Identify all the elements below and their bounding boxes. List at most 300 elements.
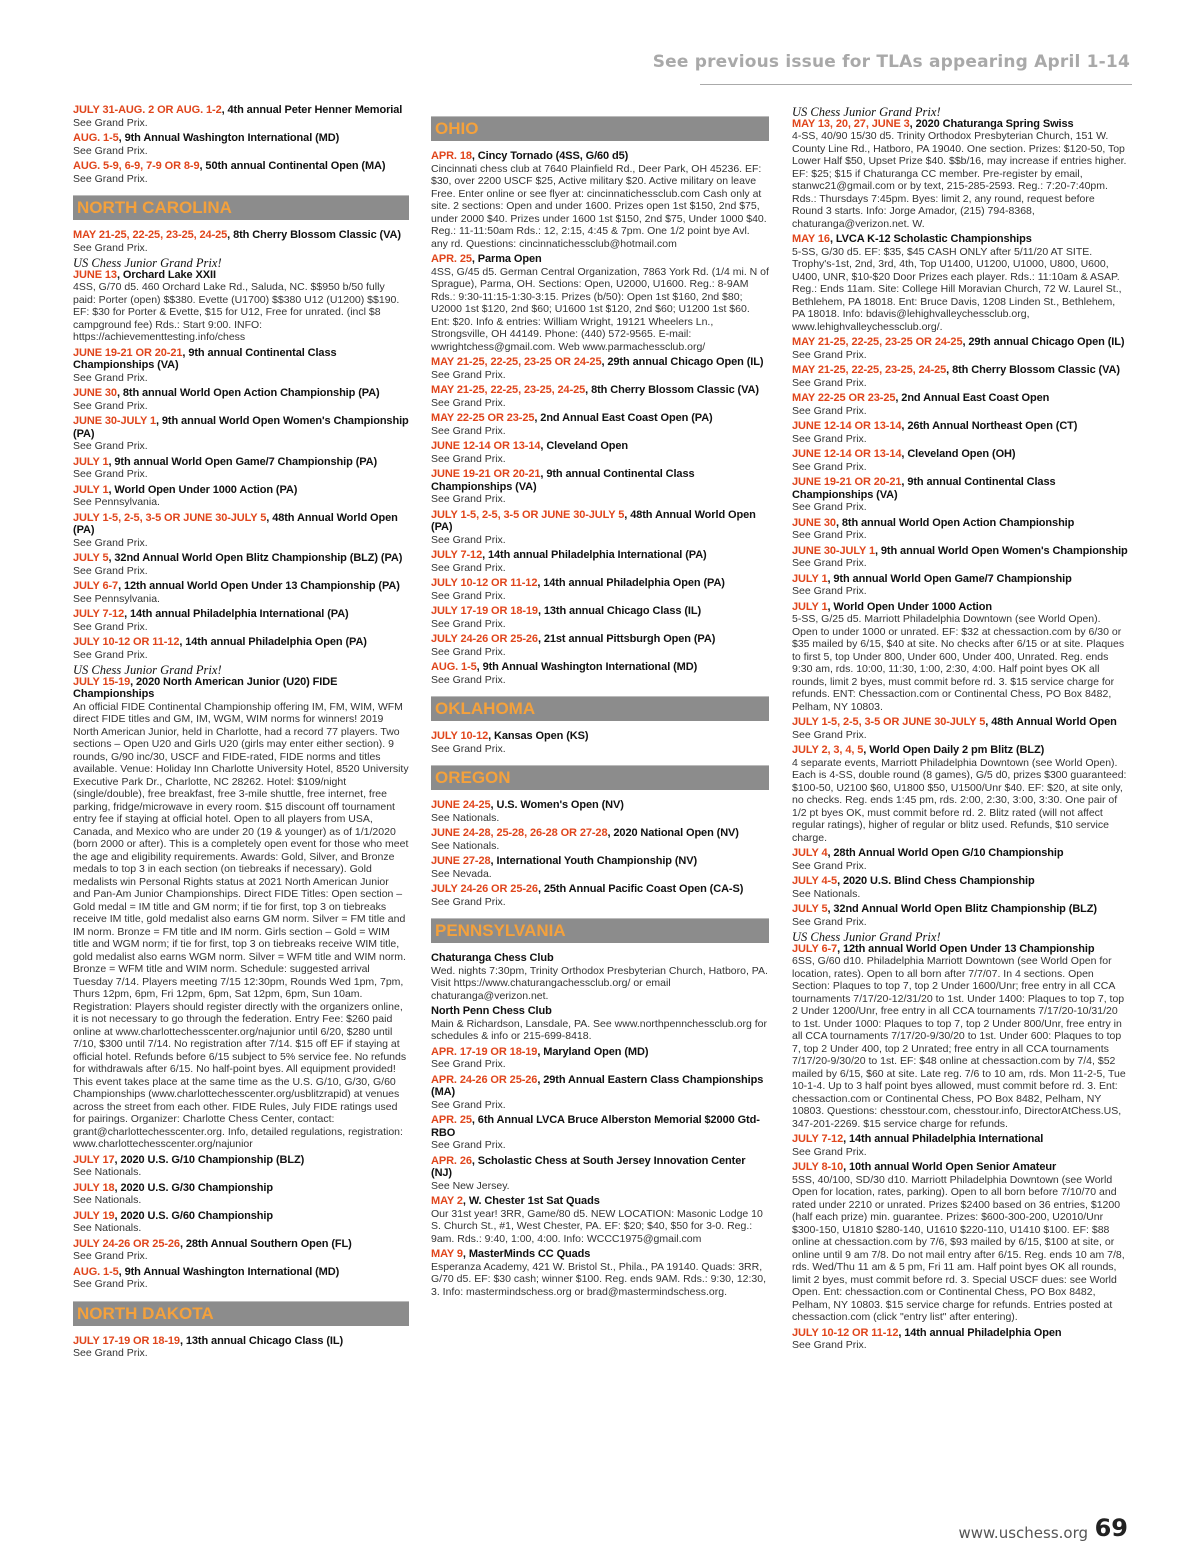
state-section-header: OHIO (431, 116, 769, 141)
event-date: APR. 25 (431, 1114, 472, 1126)
event-heading: JULY 4, 28th Annual World Open G/10 Championship (792, 847, 1064, 859)
event-heading: JUNE 30-JULY 1, 9th annual World Open Women's Championship (792, 544, 1128, 557)
event-title: 29th annual Chicago Open (IL) (607, 356, 764, 368)
event-heading: JULY 1-5, 2-5, 3-5 OR JUNE 30-JULY 5, 48th Annual World Open (PA) (73, 511, 398, 536)
event-heading: APR. 18, Cincy Tornado (4SS, G/60 d5) (431, 150, 629, 162)
event-heading: JUNE 19-21 OR 20-21, 9th annual Continental Class Championships (VA) (792, 476, 1056, 501)
event-title: 8th Cherry Blossom Classic (VA) (591, 384, 759, 396)
event-details: See Grand Prix. (73, 1250, 148, 1262)
header-rule (700, 84, 1132, 85)
event-title: 12th annual World Open Under 13 Championship (PA) (124, 580, 400, 592)
event-title: 4th annual Peter Henner Memorial (227, 104, 403, 116)
event-details: See Nationals. (792, 887, 861, 900)
event-title: 9th annual Continental Class Championships (VA) (792, 476, 1056, 501)
event-date: AUG. 1-5 (431, 661, 477, 673)
event-date: MAY 21-25, 22-25, 23-25, 24-25 (73, 229, 228, 241)
event-details: See Grand Prix. (431, 561, 506, 574)
event-listing (431, 827, 769, 852)
event-heading: JULY 10-12 OR 11-12, 14th annual Philadelphia Open (PA) (431, 577, 725, 589)
event-details: See Grand Prix. (73, 1347, 148, 1359)
page-number: 69 (1094, 1514, 1128, 1542)
event-details: See Grand Prix. (792, 460, 867, 473)
event-title: 2020 U.S. G/10 Championship (BLZ) (120, 1153, 305, 1166)
event-listing (73, 1238, 409, 1263)
event-date: JULY 7-12 (431, 549, 483, 561)
event-heading: JULY 4-5, 2020 U.S. Blind Chess Championship (792, 875, 1035, 887)
event-heading: MAY 22-25 OR 23-25, 2nd Annual East Coast Open (PA) (431, 412, 713, 424)
event-listing (73, 1266, 409, 1291)
event-listing (431, 509, 769, 547)
event-date: JULY 1 (792, 600, 828, 613)
event-date: APR. 24-26 OR 25-26 (431, 1073, 538, 1086)
event-date: APR. 18 (431, 150, 472, 162)
event-details: See Grand Prix. (431, 742, 506, 755)
event-heading: JUNE 12-14 OR 13-14, Cleveland Open (431, 440, 629, 452)
event-title: 2020 North American Junior (U20) FIDE Championships (73, 675, 338, 700)
state-section-header: NORTH DAKOTA (73, 1301, 409, 1326)
junior-grand-prix-label: US Chess Junior Grand Prix! (73, 256, 222, 270)
event-heading: JULY 17-19 OR 18-19, 13th annual Chicago Class (IL) (73, 1334, 344, 1347)
event-date: JULY 2, 3, 4, 5 (792, 744, 864, 756)
event-listing (431, 1074, 769, 1112)
event-title: 48th Annual World Open (PA) (73, 511, 398, 536)
event-details: See Grand Prix. (792, 376, 867, 389)
event-title: 8th annual World Open Action Championship (841, 516, 1075, 529)
event-date: JULY 1-5, 2-5, 3-5 OR JUNE 30-JULY 5 (792, 716, 986, 728)
event-date: MAY 21-25, 22-25, 23-25, 24-25 (431, 384, 586, 396)
event-title: 2nd Annual East Coast Open (901, 392, 1050, 404)
event-listing (431, 661, 769, 686)
event-date: JUNE 27-28 (431, 855, 491, 867)
event-details: See Grand Prix. (73, 468, 148, 480)
event-details: See Grand Prix. (792, 859, 867, 872)
column-1 (73, 104, 409, 1363)
event-title: 6th Annual LVCA Bruce Alberston Memorial $2000 Gtd-RBO (431, 1114, 760, 1139)
event-listing (792, 875, 1128, 900)
state-section-header: PENNSYLVANIA (431, 918, 769, 943)
event-details: See Grand Prix. (73, 440, 148, 452)
event-date: JULY 1 (73, 455, 109, 468)
event-date: JUNE 19-21 OR 20-21 (431, 468, 541, 480)
event-details: See Grand Prix. (73, 172, 148, 185)
event-details: See Grand Prix. (73, 116, 148, 129)
event-title: 13th annual Chicago Class (IL) (185, 1334, 344, 1347)
event-listing (73, 456, 409, 481)
event-heading: JUNE 12-14 OR 13-14, 26th Annual Northeast Open (CT) (792, 420, 1078, 432)
event-title: 14th annual Philadelphia International (849, 1133, 1044, 1145)
event-date: JULY 7-12 (792, 1133, 844, 1145)
event-heading: AUG. 5-9, 6-9, 7-9 OR 8-9, 50th annual Continental Open (MA) (73, 160, 386, 172)
event-title: World Open Under 1000 Action (PA) (114, 483, 298, 496)
event-listing (431, 799, 769, 824)
event-title: International Youth Championship (NV) (496, 855, 698, 867)
event-listing (792, 1327, 1128, 1352)
event-title: 9th annual World Open Game/7 Championship (833, 572, 1072, 585)
event-title: 2020 U.S. Blind Chess Championship (843, 875, 1035, 887)
event-listing (73, 104, 409, 129)
event-title: 21st annual Pittsburgh Open (PA) (543, 633, 716, 645)
event-title: 9th Annual Washington International (MD) (482, 661, 698, 673)
event-listing (431, 605, 769, 630)
event-listing (792, 1133, 1128, 1158)
event-details: An official FIDE Continental Championship offering IM, FM, WIM, WFM direct FIDE titles and GM, IM, WGM, WIM norms for winners! 2019 North American Junior, held in Charlotte, had a record 77 players. Two sections – Open U20 and Girls U20 (girls may enter either section). 9 rounds, G/90 inc/30, USCF and FIDE-rated, FIDE norms and titles available. Venue: Holiday Inn Charlotte University Hotel, 8520 University Executive Park Dr., Charlotte, NC 28262. Hotel: $109/night (single/double), free breakfast, free 3-mile shuttle, free internet, free parking, fridge/microwave in every room. $15 discount off tournament entry fee if staying at official hotel. Open to all players from USA, Canada, and Mexico who are under 20 (19 & younger) as of 1/1/2020 (born 2000 or after). This is a completely open event for those who meet the age and eligibility requirements. Awards: Gold, Silver, and Bronze medals to top 3 in each section (on tiebreaks if necessary). Gold medalists win Personal Rights status at 2021 North American Junior and Pan-Am Junior Championships. Direct FIDE Titles: Open section – Gold medal = IM title and GM norm; if tie for first, top 3 on tiebreaks receive IM title, gold medalist also earns GM norm. Silver = FM title and IM norm. Bronze = FM title and IM norm. Girls section – Gold = WIM title and WGM norm; if tie for first, top 3 on tiebreaks receive WIM title, gold medalist also earns WGM norm. Silver = WFM title and WIM norm. Bronze = WFM title and WIM norm. Schedule: suggested arrival Tuesday 7/14. Players meeting 7/15 12:30pm, Rounds Wed 1pm, 7pm, Thurs 12pm, 6pm, Fri 12pm, 6pm, Sat 12pm, 6pm, Sun 10am. Registration: Players should register directly with the organizers online, it is not necessary to go through the federation. Entry Fee: $260 paid online at www.charlottechesscenter.org/najunior until 6/20, $280 until 7/10, $300 until 7/14. No registration after 7/14. $15 off EF if staying at official hotel. Refunds before 6/15 subject to 5% service fee. No refunds for withdrawals after 6/15. No half-point byes. All equipment provided! This event takes place at the same time as the U.S. G/10, G/30, G/60 Championships (www.charlottechesscenter.org/usblitzrapid) at venues across the street from each other. FIDE Rules, July FIDE ratings used for pairings. Organizer: Charlotte Chess Center, contact: grant@charlottechesscenter.org. Info, detailed regulations, registration: www.charlottechesscenter.org/najunior (73, 700, 409, 1150)
event-date: APR. 26 (431, 1154, 472, 1167)
event-date: JULY 10-12 OR 11-12 (792, 1326, 899, 1339)
event-title: 28th Annual World Open G/10 Championship (833, 847, 1064, 859)
event-title: 14th annual Philadelphia International (PA) (488, 549, 707, 561)
event-date: JULY 1-5, 2-5, 3-5 OR JUNE 30-JULY 5 (431, 508, 625, 521)
event-details: See Nevada. (431, 867, 492, 880)
event-details: See Grand Prix. (73, 241, 148, 254)
event-details: 4SS, G/70 d5. 460 Orchard Lake Rd., Saluda, NC. $$950 b/50 fully paid: Porter (open) $$380. Evette (U1700) $$380 U12 (U1200) $$190. EF: $30 for Porter & Evette, $15 for U12, Free for unrated. (incl $8 campground fee) Rds.: Start 9:00. INFO: https://achievementtesting.info/chess (73, 281, 400, 343)
event-date: JUNE 19-21 OR 20-21 (792, 476, 902, 488)
event-title: 9th annual Continental Class Championships (VA) (73, 346, 337, 371)
event-listing (792, 517, 1128, 542)
event-date: MAY 9 (431, 1248, 463, 1260)
event-listing (431, 412, 769, 437)
event-title: 8th annual World Open Action Championship (PA) (122, 387, 380, 399)
event-heading: JULY 7-12, 14th annual Philadelphia International (PA) (73, 608, 349, 620)
event-date: MAY 2 (431, 1195, 463, 1207)
state-section-header: OREGON (431, 765, 769, 790)
event-listing (73, 229, 409, 254)
event-date: JULY 31-AUG. 2 OR AUG. 1-2 (73, 104, 222, 116)
event-listing (431, 952, 769, 1002)
event-date: JULY 17-19 OR 18-19 (73, 1334, 180, 1347)
event-heading: JULY 7-12, 14th annual Philadelphia International (792, 1133, 1044, 1145)
event-heading: JULY 19, 2020 U.S. G/60 Championship (73, 1209, 274, 1222)
event-title: LVCA K-12 Scholastic Championships (835, 233, 1032, 245)
event-details: See Nationals. (431, 839, 500, 852)
event-listing (431, 1195, 769, 1245)
event-details: 6SS, G/60 d10. Philadelphia Marriott Downtown (see World Open for location, rates). Open to all born after 7/7/07. In 4 sections. Open Section: Plaques to top 7, top 2 Under 1600/Unr; free entry in all CCA tournaments 7/17/20-12/31/20 to 1st. Under 1400: Plaques to top 7, top 2 Under 1200/Unr, free entry in all CCA tournaments 7/17/20-10/31/20 to 1st. Under 1000: Plaques to top 7, top 2 Under 800/Unr, free entry in all CCA tournaments 7/17/20-9/30/20 to 1st. Under 600: Plaques to top 7, top 2 Under 400, top 2 Unrated; free entry in all CCA tournaments 7/17/20-9/30/20 to 1st. EF: $48 online at chessaction.com by 7/4, $52 mailed by 6/15, $60 at site. Late reg. 7/6 to 10 am, rds. Mon 11-2-5, Tue 10-1-4. Up to 3 half point byes allowed, must commit before rd. 3. Ent: chessaction.com or Continental Chess, PO Box 8482, Pelham, NY 10803. Questions: chesstour.com, chesstour.info, DirectorAtChess.US, 347-201-2269. $15 service charge for refunds. (792, 955, 1126, 1130)
event-title: 9th annual World Open Women's Championship (PA) (73, 415, 409, 440)
event-title: 9th annual World Open Game/7 Championship (PA) (114, 455, 378, 468)
event-details: 5-SS, G/30 d5. EF: $35, $45 CASH ONLY after 5/11/20 AT SITE. Trophy's-1st, 2nd, 3rd, 4th, Top U1400, U1200, U1000, U800, U600, U400, UNR, $10-$20 Door Prizes each player. Rds.: 11:10am & ASAP. Reg.: Ends 11am. Site: College Hill Moravian Church, 72 W. Laurel St., Bethlehem, PA 18018. Ent: Bruce Davis, 1208 Linden St., Bethlehem, PA 18018. Info: bdavis@lehighvalleychessclub.org, www.lehighvalleychessclub.org/. (792, 245, 1122, 333)
event-title: Cleveland Open (546, 440, 629, 452)
event-heading: MAY 13, 20, 27, JUNE 3, 2020 Chaturanga Spring Swiss (792, 117, 1074, 130)
event-title: 14th annual Philadelphia Open (904, 1326, 1062, 1339)
event-details: See Grand Prix. (431, 1098, 506, 1111)
event-details: See Grand Prix. (792, 432, 867, 445)
event-date: JUNE 12-14 OR 13-14 (792, 420, 902, 432)
event-heading: JULY 18, 2020 U.S. G/30 Championship (73, 1181, 274, 1194)
event-details: See Grand Prix. (792, 1145, 867, 1158)
event-title: 9th Annual Washington International (MD) (124, 132, 340, 144)
event-details: Esperanza Academy, 421 W. Bristol St., Phila., PA 19140. Quads: 3RR, G/70 d5. EF: $30 cash; winner $100. Reg. ends 9AM. Rds.: 9:30, 12:30, 3. Info: mastermindschess.org or brad@mastermindschess.org. (431, 1260, 767, 1298)
event-title: 8th Cherry Blossom Classic (VA) (233, 229, 401, 241)
event-heading: JULY 1, 9th annual World Open Game/7 Championship (PA) (73, 455, 378, 468)
event-date: JULY 5 (792, 903, 828, 915)
event-title: 2020 U.S. G/60 Championship (120, 1209, 274, 1222)
event-title: 14th annual Philadelphia Open (PA) (185, 636, 367, 648)
event-heading: APR. 24-26 OR 25-26, 29th Annual Eastern Class Championships (MA) (431, 1073, 764, 1098)
event-date: MAY 22-25 OR 23-25 (431, 412, 535, 424)
event-details: 4 separate events, Marriott Philadelphia Downtown (see World Open). Each is 4-SS, double round (8 games), G/5 d0, prizes $300 guaranteed: $100-50, U2100 $60, U1800 $50, U1500/Unr $40. EF: $20, at site only, no checks. Reg. ends 1:45 pm, rds. 2:00, 2:30, 3:00, 3:30. One pair of 1/2 pt byes OK, must commit before rd. 2. Blitz rated (will not affect regular ratings), higher of regular or blitz used. Refunds, $10 service charge. (792, 756, 1127, 844)
event-date: APR. 25 (431, 253, 472, 265)
event-date: JULY 17 (73, 1153, 115, 1166)
event-details: See Grand Prix. (792, 557, 867, 569)
event-title: 14th annual Philadelphia Open (PA) (543, 577, 725, 589)
event-listing (792, 1161, 1128, 1324)
event-listing (792, 233, 1128, 333)
event-title: 9th Annual Washington International (MD) (124, 1265, 340, 1278)
event-listing (73, 415, 409, 453)
event-listing (431, 633, 769, 658)
event-details: See Grand Prix. (73, 399, 148, 412)
event-details: See Grand Prix. (73, 620, 148, 633)
event-date: MAY 16 (792, 233, 830, 245)
event-heading: AUG. 1-5, 9th Annual Washington International (MD) (73, 132, 340, 144)
event-date: JULY 24-26 OR 25-26 (431, 633, 538, 645)
event-details: 5-SS, G/25 d5. Marriott Philadelphia Downtown (see World Open). Open to under 1000 or unrated. EF: $32 at chessaction.com by 6/30 or $35 mailed by 6/15, $40 at site. No checks after 6/15 or at site. Plaques to first 5, top Under 800, Under 600, Under 400, Unrated. Reg. ends 9:30 am, rds. 10:00, 11:30, 1:00, 2:30, 4:00. Half point byes OK all rounds, limit 2 byes, must commit before rd. 3. $15 service charge for refunds. ENT: Chessaction.com or Continental Chess, PO Box 8482, Pelham, NY 10803. (792, 613, 1125, 713)
event-listing (73, 580, 409, 605)
event-heading: APR. 17-19 OR 18-19, Maryland Open (MD) (431, 1045, 649, 1058)
column-2 (431, 106, 769, 1301)
event-title: W. Chester 1st Sat Quads (468, 1195, 600, 1207)
event-heading: JULY 24-26 OR 25-26, 21st annual Pittsburgh Open (PA) (431, 633, 716, 645)
event-heading: JULY 2, 3, 4, 5, World Open Daily 2 pm Blitz (BLZ) (792, 744, 1045, 756)
event-heading: JULY 1, 9th annual World Open Game/7 Championship (792, 572, 1072, 585)
event-details: See Grand Prix. (792, 728, 867, 741)
event-heading: JULY 6-7, 12th annual World Open Under 13 Championship (PA) (73, 580, 400, 592)
event-heading: APR. 25, Parma Open (431, 253, 542, 265)
event-heading: JULY 17, 2020 U.S. G/10 Championship (BLZ) (73, 1153, 305, 1166)
event-listing (431, 730, 769, 755)
event-heading: MAY 21-25, 22-25, 23-25 OR 24-25, 29th annual Chicago Open (IL) (431, 356, 764, 368)
event-details: 5SS, 40/100, SD/30 d10. Marriott Philadelphia Downtown (see World Open for location, rates, parking). Open to all born before 7/10/70 and rated under 2210 or unrated. Prizes $2400 based on 36 entries, $1200 (half each prize) min. guarantee. Prizes: $600-300-200, U2010/Unr $300-150, U1810 $280-140, U1610 $220-110, U1410 $100. EF: $88 online at chessaction.com by 7/6, $93 mailed by 6/15, $100 at site, or online until 9 am 7/8. Do not mail entry after 6/15. Reg. ends 10 am 7/8, rds. Wed/Thu 11 am & 5 pm, Fri 11 am. Half point byes OK all rounds, limit 2 byes, must commit before rd. 3. Special USCF dues: see World Open. Ent: chessaction.com or Continental Chess, PO Box 8482, Pelham, NY 10803. $15 service charge for refunds. Entries posted at chessaction.com (click "entry list" after entering). (792, 1173, 1125, 1323)
event-heading: AUG. 1-5, 9th Annual Washington International (MD) (73, 1265, 340, 1278)
event-listing (431, 1114, 769, 1152)
event-heading: JULY 10-12 OR 11-12, 14th annual Philadelphia Open (792, 1326, 1062, 1339)
event-title: 2020 National Open (NV) (613, 827, 739, 839)
event-details: See Grand Prix. (792, 1339, 867, 1351)
event-title: 48th Annual World Open (991, 716, 1117, 728)
event-details: See New Jersey. (431, 1179, 510, 1192)
event-date: JULY 10-12 OR 11-12 (73, 636, 180, 648)
state-section-header: NORTH CAROLINA (73, 195, 409, 220)
event-details: See Grand Prix. (792, 348, 867, 361)
event-date: MAY 21-25, 22-25, 23-25, 24-25 (792, 364, 947, 376)
event-details: See Grand Prix. (431, 493, 506, 505)
event-date: JULY 1 (792, 572, 828, 585)
event-heading: MAY 21-25, 22-25, 23-25, 24-25, 8th Cherry Blossom Classic (VA) (792, 364, 1120, 376)
event-details: See Grand Prix. (73, 648, 148, 661)
event-details: See Grand Prix. (792, 915, 867, 928)
event-listing (73, 484, 409, 509)
event-heading: JUNE 13, Orchard Lake XXII (73, 268, 216, 281)
event-title: Orchard Lake XXII (122, 268, 216, 281)
event-heading: MAY 9, MasterMinds CC Quads (431, 1248, 591, 1260)
event-heading: JUNE 12-14 OR 13-14, Cleveland Open (OH) (792, 448, 1016, 460)
event-heading: JULY 8-10, 10th annual World Open Senior Amateur (792, 1161, 1057, 1173)
event-listing (431, 1155, 769, 1193)
event-heading (431, 1005, 769, 1018)
event-heading: APR. 25, 6th Annual LVCA Bruce Alberston Memorial $2000 Gtd-RBO (431, 1114, 760, 1139)
event-listing (431, 855, 769, 880)
event-title: 2020 Chaturanga Spring Swiss (915, 117, 1074, 130)
event-heading: JUNE 19-21 OR 20-21, 9th annual Continental Class Championships (VA) (73, 346, 337, 371)
event-date: JULY 10-12 (431, 730, 489, 742)
event-details: See Nationals. (73, 1194, 142, 1206)
event-listing (431, 150, 769, 250)
event-date: JUNE 24-25 (431, 799, 491, 811)
event-title: 10th annual World Open Senior Amateur (849, 1161, 1057, 1173)
event-listing (792, 943, 1128, 1131)
event-details: 4-SS, 40/90 15/30 d5. Trinity Orthodox Presbyterian Church, 151 W. County Line Rd., Hatboro, PA 19040. One section. Prizes: $120-50, Top Lower Half $50, Upset Prize $40. $$b/16, may increase if entries higher. EF: $25; $15 if Chaturanga CC member. Pre-register by email, stanwc21@gmail.com or by text, 215-285-2593. Reg.: 7:20-7:40pm. Rds.: Thursdays 7:45pm. Byes: limit 2, any round, request before Round 3 starts. Info: Jorge Amador, (215) 794-8368, chaturanga@verizon.net. W. (792, 130, 1127, 230)
event-heading: JULY 15-19, 2020 North American Junior (U20) FIDE Championships (73, 675, 338, 700)
event-heading: JULY 1, World Open Under 1000 Action (PA) (73, 483, 298, 496)
event-heading: JUNE 24-28, 25-28, 26-28 OR 27-28, 2020 National Open (NV) (431, 827, 739, 839)
event-title: 48th Annual World Open (PA) (431, 508, 756, 533)
event-title: Kansas Open (KS) (494, 730, 589, 742)
event-heading: MAY 21-25, 22-25, 23-25, 24-25, 8th Cherry Blossom Classic (VA) (431, 384, 759, 396)
event-title: 28th Annual Southern Open (FL) (185, 1237, 352, 1250)
event-listing (73, 636, 409, 661)
event-title: 2020 U.S. G/30 Championship (120, 1181, 274, 1194)
event-date: JUNE 12-14 OR 13-14 (431, 440, 541, 452)
event-details: Our 31st year! 3RR, Game/80 d5. NEW LOCATION: Masonic Lodge 10 S. Church St., #1, West Chester, PA. EF: $20; $40, $50 for 3-0. Reg.: 9am. Rds.: 9:40, 1:00, 4:00. Info: WCCC1975@gmail.com (431, 1207, 763, 1245)
event-heading: JULY 10-12, Kansas Open (KS) (431, 730, 589, 742)
state-section-header: OKLAHOMA (431, 696, 769, 721)
event-listing (73, 347, 409, 385)
event-date: JUNE 30 (792, 516, 836, 529)
event-listing (431, 1005, 769, 1043)
event-details: Cincinnati chess club at 7640 Plainfield Rd., Deer Park, OH 45236. EF: $30, over 2200 USCF $25, Active military $20. Active military on leave Free. Enter online or see flyer at: cincinnatichessclub.com Cash only at site. 2 sections: Open and under 1600. Prizes open 1st $150, 2nd $75, under 2000 $40. Prizes under 1600 1st $150, 2nd $75, Under 1000 $40. Reg.: 11-11:50am Rds.: 12, 2:15, 4:45 & 7pm. One 1/2 point bye Avl. any rd. Questions: cincinnatichessclub@hotmail.com (431, 162, 767, 250)
event-listing (73, 132, 409, 157)
event-title: 13th annual Chicago Class (IL) (543, 605, 702, 617)
event-details: See Nationals. (431, 811, 500, 824)
event-heading: JUNE 19-21 OR 20-21, 9th annual Continental Class Championships (VA) (431, 468, 695, 493)
event-details: See Grand Prix. (431, 895, 506, 908)
event-heading: AUG. 1-5, 9th Annual Washington International (MD) (431, 661, 698, 673)
event-heading: JULY 10-12 OR 11-12, 14th annual Philadelphia Open (PA) (73, 636, 367, 648)
event-title: U.S. Women's Open (NV) (496, 799, 624, 811)
event-title: 32nd Annual World Open Blitz Championship (BLZ) (PA) (114, 552, 403, 564)
event-listing (431, 1046, 769, 1071)
event-date: JUNE 19-21 OR 20-21 (73, 346, 183, 359)
event-details: See Grand Prix. (792, 404, 867, 417)
event-date: JUNE 30-JULY 1 (73, 415, 156, 427)
event-title: 29th Annual Eastern Class Championships (MA) (431, 1073, 764, 1098)
event-title: 29th annual Chicago Open (IL) (968, 336, 1125, 348)
event-date: JULY 10-12 OR 11-12 (431, 577, 538, 589)
junior-grand-prix-label: US Chess Junior Grand Prix! (792, 930, 941, 944)
event-heading: JULY 31-AUG. 2 OR AUG. 1-2, 4th annual Peter Henner Memorial (73, 104, 403, 116)
event-date: JULY 15-19 (73, 675, 131, 688)
event-listing (431, 549, 769, 574)
event-details: See Grand Prix. (431, 533, 506, 546)
event-heading: JULY 6-7, 12th annual World Open Under 13 Championship (792, 942, 1095, 955)
event-title: Chaturanga Chess Club (431, 952, 554, 964)
event-title: Cincy Tornado (4SS, G/60 d5) (477, 150, 629, 162)
event-listing (792, 744, 1128, 844)
event-date: JULY 6-7 (792, 942, 838, 955)
event-date: JUNE 12-14 OR 13-14 (792, 448, 902, 460)
event-details: See Nationals. (73, 1222, 142, 1234)
event-listing (431, 468, 769, 506)
event-title: Parma Open (477, 253, 542, 265)
event-title: 32nd Annual World Open Blitz Championship (BLZ) (833, 903, 1097, 915)
event-listing (73, 387, 409, 412)
event-listing (73, 552, 409, 577)
event-date: MAY 21-25, 22-25, 23-25 OR 24-25 (431, 356, 602, 368)
event-details: See Grand Prix. (792, 585, 867, 597)
event-heading: JULY 7-12, 14th annual Philadelphia International (PA) (431, 549, 707, 561)
event-title: 26th Annual Northeast Open (CT) (907, 420, 1078, 432)
event-details: 4SS, G/45 d5. German Central Organization, 7863 York Rd. (1/4 mi. N of Sprague), Parma, OH. Sections: Open, U2000, U1600. Reg.: 8-9AM Rds.: 9:30-11:15-1:30-3:15. Prizes (b/50): Open 1st $160, 2nd $80; U2000 1st $120, 2nd $60; U1600 1st $120, 2nd $60; U1200 1st $60. Ent: $20. Info & entries: William Wright, 19121 Wheelers Ln., Strongsville, OH 44149. Phone: (440) 572-9565. E-mail: wwrightchess@gmail.com. Web www.parmachessclub.org/ (431, 265, 769, 353)
event-details: See Grand Prix. (792, 529, 867, 541)
event-date: JULY 6-7 (73, 580, 119, 592)
event-listing (431, 440, 769, 465)
event-details: See Grand Prix. (431, 589, 506, 602)
event-details: See Nationals. (73, 1166, 142, 1178)
event-details: See Grand Prix. (431, 368, 506, 381)
event-date: MAY 22-25 OR 23-25 (792, 392, 896, 404)
event-details: See Grand Prix. (73, 1278, 148, 1290)
event-listing (431, 253, 769, 353)
event-listing (792, 476, 1128, 514)
event-listing (792, 448, 1128, 473)
page-header-text: See previous issue for TLAs appearing April 1-14 (652, 52, 1130, 72)
event-date: JULY 7-12 (73, 608, 125, 620)
event-details: See Grand Prix. (73, 144, 148, 157)
event-title: 2nd Annual East Coast Open (PA) (540, 412, 713, 424)
event-details: See Grand Prix. (431, 673, 506, 686)
event-details: See Grand Prix. (792, 501, 867, 513)
event-heading: JULY 1-5, 2-5, 3-5 OR JUNE 30-JULY 5, 48th Annual World Open (PA) (431, 508, 756, 533)
event-listing (73, 676, 409, 1151)
event-heading: JULY 1-5, 2-5, 3-5 OR JUNE 30-JULY 5, 48th Annual World Open (792, 716, 1117, 728)
event-title: Maryland Open (MD) (543, 1045, 649, 1058)
event-heading: JUNE 27-28, International Youth Championship (NV) (431, 855, 698, 867)
event-date: JULY 4-5 (792, 875, 838, 887)
event-listing (73, 512, 409, 550)
event-title: World Open Under 1000 Action (833, 600, 992, 613)
event-title: 12th annual World Open Under 13 Championship (843, 942, 1095, 955)
event-heading: APR. 26, Scholastic Chess at South Jersey Innovation Center (NJ) (431, 1154, 746, 1179)
event-listing (431, 384, 769, 409)
event-title: 9th annual Continental Class Championships (VA) (431, 468, 695, 493)
event-heading: JULY 5, 32nd Annual World Open Blitz Championship (BLZ) (792, 903, 1097, 915)
event-date: JUNE 13 (73, 268, 117, 281)
event-listing (792, 392, 1128, 417)
event-date: JULY 8-10 (792, 1161, 844, 1173)
event-details: Main & Richardson, Lansdale, PA. See www.northpennchessclub.org for schedules & info or 215-699-8418. (431, 1017, 767, 1042)
event-date: JUNE 24-28, 25-28, 26-28 OR 27-28 (431, 827, 608, 839)
event-date: MAY 13, 20, 27, JUNE 3 (792, 117, 910, 130)
event-date: JULY 24-26 OR 25-26 (431, 883, 538, 895)
event-listing (792, 847, 1128, 872)
event-date: JULY 17-19 OR 18-19 (431, 605, 538, 617)
event-listing (792, 364, 1128, 389)
event-details: See Pennsylvania. (73, 592, 160, 605)
event-details: See Grand Prix. (431, 617, 506, 630)
event-listing (431, 356, 769, 381)
event-date: AUG. 1-5 (73, 132, 119, 144)
event-heading: JUNE 30-JULY 1, 9th annual World Open Women's Championship (PA) (73, 415, 409, 440)
event-details: See Grand Prix. (73, 371, 148, 384)
event-title: Scholastic Chess at South Jersey Innovation Center (NJ) (431, 1154, 746, 1179)
event-listing (792, 716, 1128, 741)
event-listing (792, 601, 1128, 714)
event-heading: JULY 1, World Open Under 1000 Action (792, 600, 992, 613)
event-heading: JULY 17-19 OR 18-19, 13th annual Chicago Class (IL) (431, 605, 702, 617)
event-heading: MAY 22-25 OR 23-25, 2nd Annual East Coast Open (792, 392, 1050, 404)
event-title: World Open Daily 2 pm Blitz (BLZ) (869, 744, 1045, 756)
event-date: JULY 4 (792, 847, 828, 859)
event-details: Wed. nights 7:30pm, Trinity Orthodox Presbyterian Church, Hatboro, PA. Visit https://www.chaturangachessclub.org/ or email chaturanga@verizon.net. (431, 964, 768, 1002)
